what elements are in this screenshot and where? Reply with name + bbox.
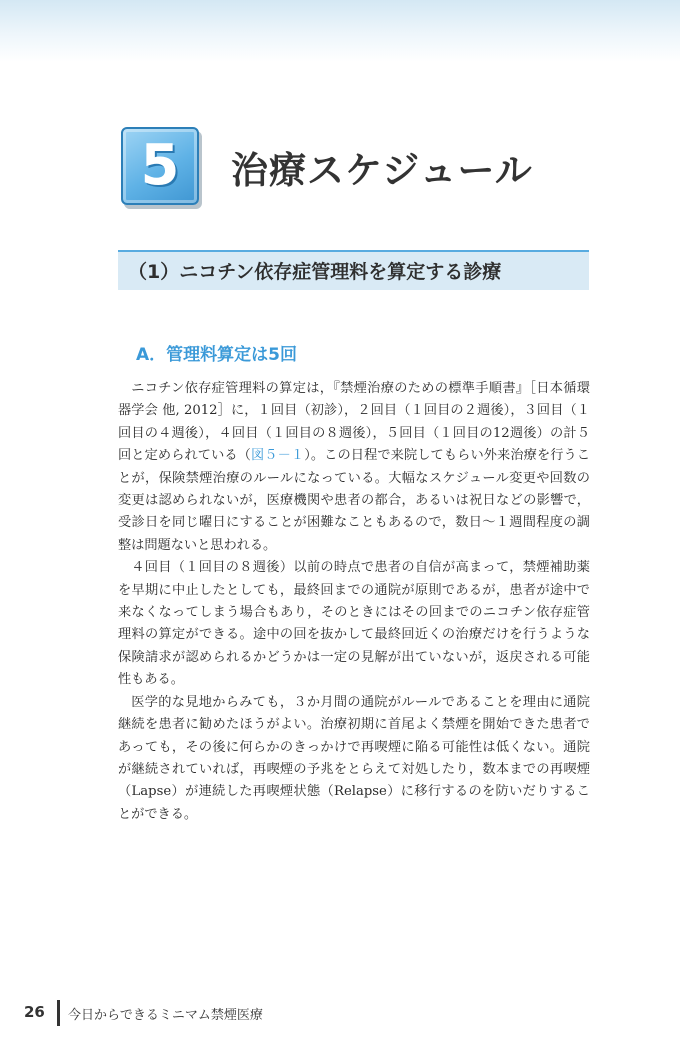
chapter-number: 5 — [140, 133, 180, 198]
body-text — [118, 378, 590, 826]
section-heading: （1）ニコチン依存症管理料を算定する診療 — [128, 261, 502, 283]
top-gradient-band — [0, 0, 680, 62]
running-footer-title: 今日からできるミニマム禁煙医療 — [68, 1008, 263, 1023]
chapter-number-badge — [121, 127, 199, 205]
section-heading-band — [118, 250, 589, 290]
chapter-title: 治療スケジュール — [231, 149, 533, 192]
paragraph-3: 医学的な見地からみても，３か月間の通院がルールであることを理由に通院継続を患者に勧めたほうがよい。治療初期に首尾よく禁煙を開始できた患者であっても，その後に何らかのきっかけで再喫煙に陥る可能性は低くない。通院が継続されていれば，再喫煙の予兆をとらえて対処したり，数本までの再喫煙（Lapse）が連続した再喫煙状態（Relapse）に移行するのを防いだりすることができる。 — [118, 694, 590, 822]
subsection-heading: A．管理料算定は5回 — [136, 345, 297, 365]
paragraph-1-text-after: ）。この日程で来院してもらい外来治療を行うことが，保険禁煙治療のルールになっている。大幅なスケジュール変更や回数の変更は認められないが，医療機関や患者の都合，あるいは祝日などの影響で，受診日を同じ曜日にすることが困難なこともあるので，数日～１週間程度の調整は問題ないと思われる。 — [118, 448, 591, 553]
paragraph-1-text-before: ニコチン依存症管理料の算定は，『禁煙治療のための標準手順書』［日本循環器学会 他, 2012］に，１回目（初診），２回目（１回目の２週後），３回目（１回目の４週後），４回目（１回目の８週後），５回目（１回目の12週後）の計５回と定められている（ — [118, 381, 590, 464]
figure-reference-link[interactable]: 図５－１ — [250, 448, 305, 464]
paragraph-1 — [118, 378, 590, 557]
paragraph-2: ４回目（１回目の８週後）以前の時点で患者の自信が高まって，禁煙補助薬を早期に中止したとしても，最終回までの通院が原則であるが，患者が途中で来なくなってしまう場合もあり，そのときにはその回までのニコチン依存症管理料の算定ができる。途中の回を抜かして最終回近くの治療だけを行うような保険請求が認められるかどうかは一定の見解が出ていないが，返戻される可能性もある。 — [118, 560, 590, 688]
footer-divider — [57, 1000, 60, 1026]
page-number: 26 — [24, 1003, 45, 1021]
